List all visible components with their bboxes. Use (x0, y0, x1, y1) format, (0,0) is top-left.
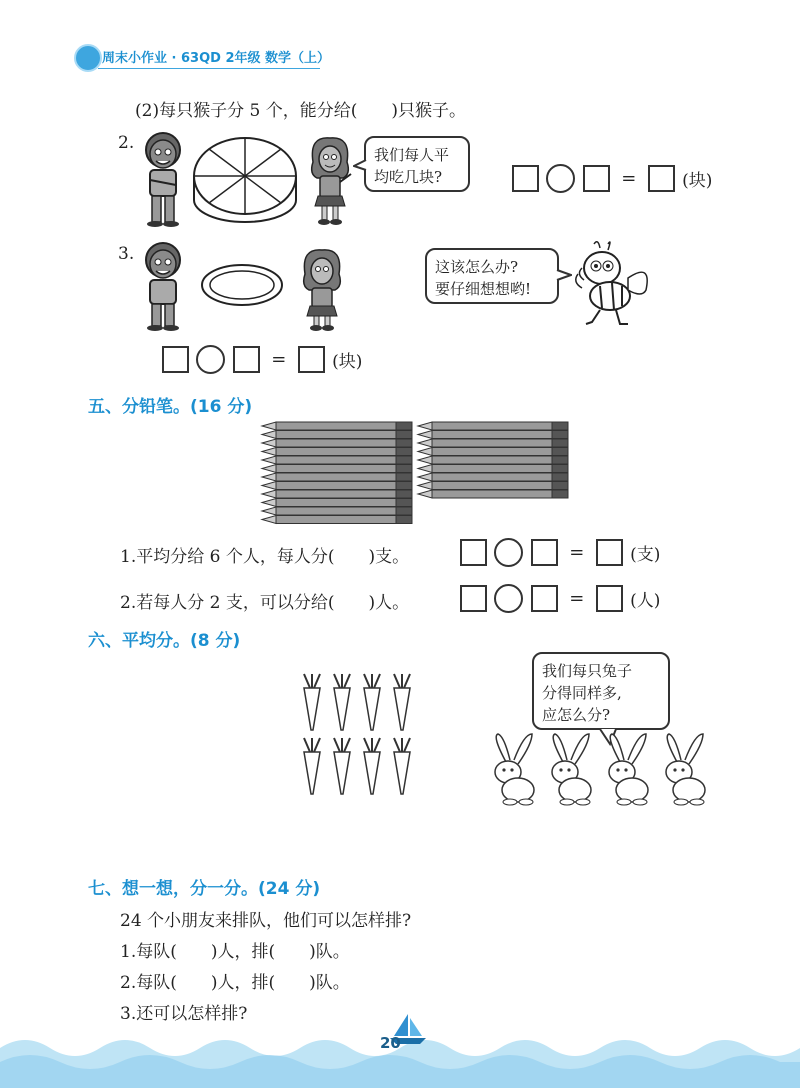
item-number: 3. (118, 244, 135, 264)
bubble-line: 均吃几块? (374, 168, 443, 186)
answer-formula (460, 584, 660, 613)
girl-illustration (305, 134, 355, 226)
answer-box[interactable] (531, 539, 558, 566)
pencil (262, 473, 412, 481)
operator-circle[interactable] (546, 164, 575, 193)
carrots-illustration (296, 670, 416, 800)
answer-box[interactable] (531, 585, 558, 612)
operator-circle[interactable] (196, 345, 225, 374)
answer-box[interactable] (162, 346, 189, 373)
answer-box[interactable] (298, 346, 325, 373)
pencil (262, 482, 412, 490)
header-divider (98, 68, 320, 69)
equals-sign: = (569, 542, 585, 563)
answer-formula (512, 164, 712, 193)
pencil (262, 490, 412, 498)
carrot (304, 674, 320, 730)
pencil (262, 439, 412, 447)
section-title: 七、想一想，分一分。(24 分) (88, 879, 321, 899)
pencil (262, 431, 412, 439)
pencil (418, 439, 568, 447)
operator-circle[interactable] (494, 584, 523, 613)
pencil (418, 473, 568, 481)
bubble-tail (353, 158, 367, 172)
boy-illustration (140, 130, 186, 228)
rabbit (495, 734, 534, 805)
answer-box[interactable] (583, 165, 610, 192)
unit-label: (支) (630, 545, 661, 565)
speech-bubble (364, 136, 470, 192)
question-text: 2.若每人分 2 支，可以分给( )人。 (120, 593, 410, 613)
equals-sign: = (621, 168, 637, 189)
bubble-line: 应怎么分? (542, 706, 611, 724)
header-title: 周末小作业 · 63QD 2年级 数学（上） (102, 51, 331, 66)
answer-box[interactable] (596, 585, 623, 612)
carrot (304, 738, 320, 794)
bubble-tail (556, 268, 572, 282)
pencil (418, 448, 568, 456)
operator-circle[interactable] (494, 538, 523, 567)
pencil (418, 482, 568, 490)
equals-sign: = (569, 588, 585, 609)
pencil (418, 456, 568, 464)
bubble-line: 我们每人平 (374, 146, 450, 164)
bubble-line: 分得同样多, (542, 684, 622, 702)
carrot (334, 738, 350, 794)
equals-sign: = (271, 349, 287, 370)
answer-box[interactable] (648, 165, 675, 192)
question-text: 2.每队( )人，排( )队。 (120, 973, 350, 993)
bubble-line: 这该怎么办? (435, 258, 519, 276)
page-number: 20 (380, 1034, 401, 1052)
pencil-group-left (262, 422, 412, 524)
rabbits-illustration (486, 732, 718, 806)
question-text: 24 个小朋友来排队，他们可以怎样排? (120, 911, 412, 931)
pencil (262, 465, 412, 473)
pencil (418, 490, 568, 498)
answer-box[interactable] (596, 539, 623, 566)
pencil (262, 422, 412, 430)
bee-illustration (572, 238, 658, 330)
pencils-illustration (260, 420, 572, 528)
question-text: 1.每队( )人，排( )队。 (120, 942, 350, 962)
item-number: 2. (118, 133, 135, 153)
unit-label: (块) (682, 171, 713, 191)
pencil-group-right (418, 422, 568, 498)
answer-box[interactable] (460, 539, 487, 566)
answer-box[interactable] (512, 165, 539, 192)
speech-bubble (532, 652, 670, 730)
plate-illustration (200, 262, 284, 308)
unit-label: (块) (332, 352, 363, 372)
boy-illustration (140, 240, 186, 332)
pencil (262, 448, 412, 456)
rabbit (609, 734, 648, 805)
pencil (418, 422, 568, 430)
answer-box[interactable] (460, 585, 487, 612)
carrot (364, 738, 380, 794)
cake-illustration (190, 134, 300, 226)
pencil (262, 507, 412, 515)
answer-formula (162, 345, 362, 374)
bubble-line: 我们每只兔子 (542, 662, 633, 680)
girl-illustration (297, 246, 347, 332)
answer-formula (460, 538, 660, 567)
section-title: 六、平均分。(8 分) (88, 631, 241, 651)
speech-bubble (425, 248, 559, 304)
pencil (262, 456, 412, 464)
pencil (418, 431, 568, 439)
answer-box[interactable] (233, 346, 260, 373)
bubble-line: 要仔细想想哟! (435, 280, 532, 298)
unit-label: (人) (630, 591, 661, 611)
carrot (394, 674, 410, 730)
carrot (364, 674, 380, 730)
question-text: (2)每只猴子分 5 个，能分给( )只猴子。 (135, 101, 466, 121)
carrot (334, 674, 350, 730)
question-text: 1.平均分给 6 个人，每人分( )支。 (120, 547, 410, 567)
section-title: 五、分铅笔。(16 分) (88, 397, 253, 417)
pencil (418, 465, 568, 473)
carrot (394, 738, 410, 794)
question-text: 3.还可以怎样排? (120, 1004, 248, 1024)
rabbit (666, 734, 705, 805)
pencil (262, 499, 412, 507)
pencil (262, 516, 412, 524)
rabbit (552, 734, 591, 805)
